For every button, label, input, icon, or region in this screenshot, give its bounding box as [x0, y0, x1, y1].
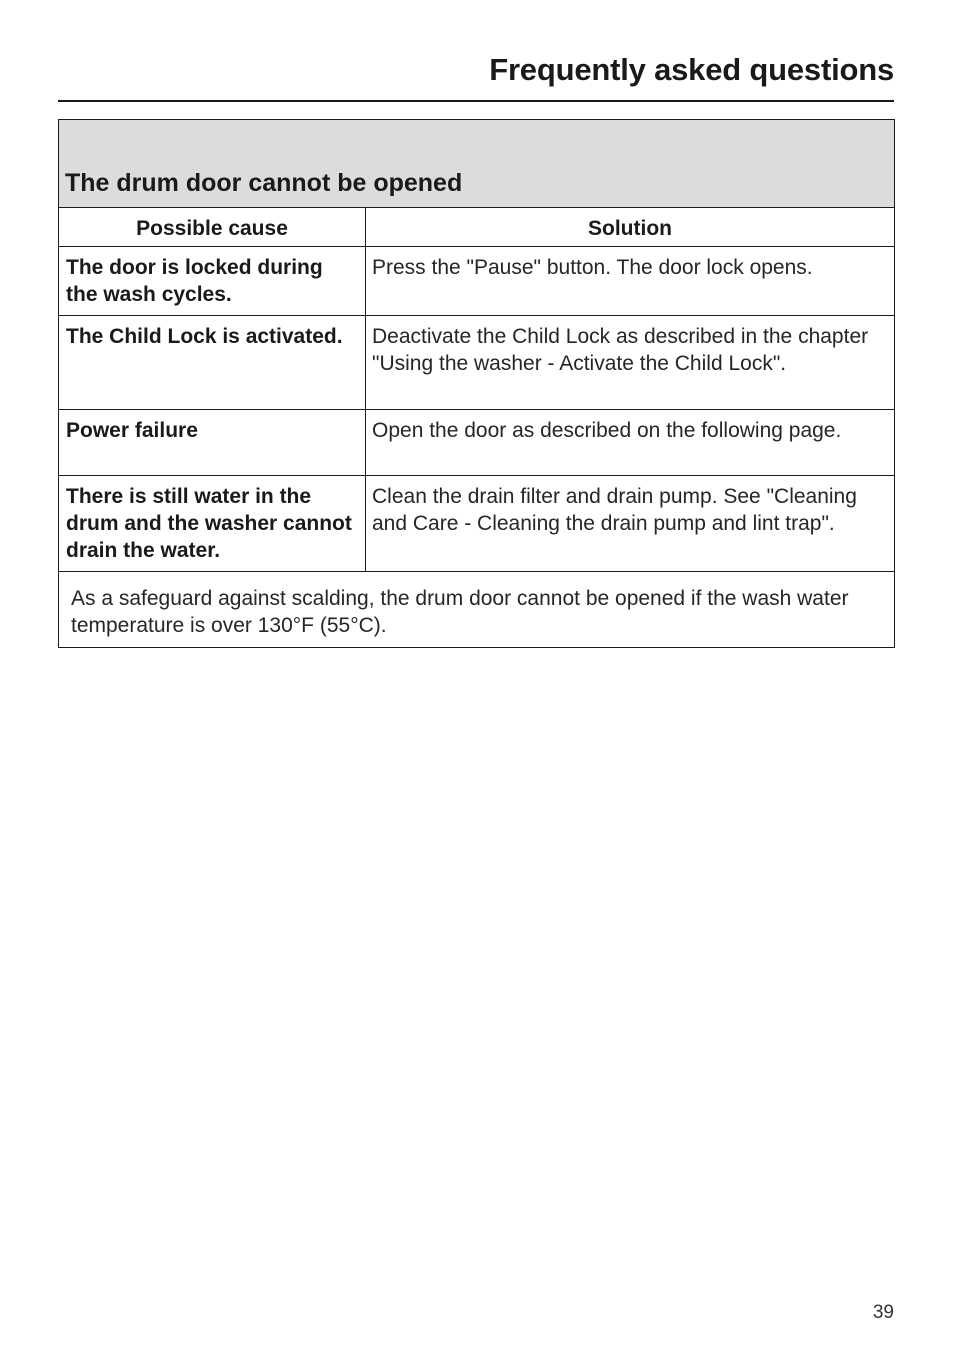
cause-cell: The Child Lock is activated. [59, 316, 366, 410]
page-number: 39 [872, 1302, 894, 1323]
solution-cell: Clean the drain filter and drain pump. See "Cleaning and Care - Cleaning the drain pump and lint trap". [366, 476, 895, 572]
table-row [59, 247, 895, 316]
column-header-solution: Solution [366, 208, 895, 247]
table-row [59, 410, 895, 476]
cause-cell: The door is locked during the wash cycles. [59, 247, 366, 316]
page-title: Frequently asked questions [489, 52, 894, 87]
page-header [58, 50, 894, 102]
section-heading: The drum door cannot be opened [59, 120, 895, 208]
cause-cell: Power failure [59, 410, 366, 476]
table-row [59, 316, 895, 410]
solution-cell: Deactivate the Child Lock as described in the chapter "Using the washer - Activate the Child Lock". [366, 316, 895, 410]
table-row [59, 476, 895, 572]
section-heading-row [59, 120, 895, 208]
column-header-cause: Possible cause [59, 208, 366, 247]
column-header-row [59, 208, 895, 247]
safety-note: As a safeguard against scalding, the drum door cannot be opened if the wash water temperature is over 130°F (55°C). [59, 572, 895, 648]
solution-cell: Open the door as described on the following page. [366, 410, 895, 476]
note-row [59, 572, 895, 648]
cause-cell: There is still water in the drum and the washer cannot drain the water. [59, 476, 366, 572]
solution-cell: Press the "Pause" button. The door lock opens. [366, 247, 895, 316]
faq-table [58, 119, 895, 648]
